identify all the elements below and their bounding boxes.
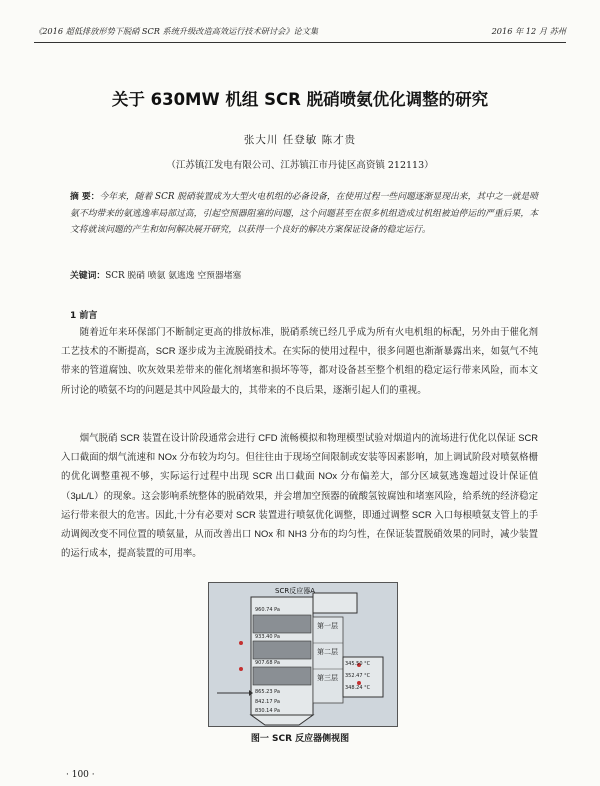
affiliation: （江苏镇江发电有限公司、江苏镇江市丹徒区高资镇 212113）: [166, 160, 434, 171]
keywords: [70, 268, 538, 281]
layer3-label: 第三层: [317, 674, 338, 682]
scr-reactor-figure: [208, 582, 398, 727]
pressure-mark-2: 933.40 Pa: [255, 634, 280, 640]
paragraph-2: 烟气脱硝 SCR 装置在设计阶段通常会进行 CFD 流畅模拟和物理模型试验对烟道内的流场进行优化以保证 SCR 入口截面的烟气流速和 NOx 分布较为均匀。但往往由于现场空间限制或安装等因素影响，加上调试阶段对喷氨格栅的优化调整重视不够，实际运行过程中出现 SCR 出口截面 NOx 分布偏差大，部分区域氨逃逸超过设计保证值（3μL/L）的现象。这会影响系统整体的脱硝效果，并会增加空预器的硫酸氢铵腐蚀和堵塞风险，给系统的经济稳定运行带来很大的危害。因此,十分有必要对 SCR 装置进行喷氨优化调整，即通过调整 SCR 入口每根喷氨支管上的手动调阀改变不同位置的喷氨量，从而改善出口 NOx 和 NH3 分布的均匀性，在保证装置脱硝效果的同时，减少装置的运行成本，提高装置的可用率。: [61, 432, 538, 559]
figure-caption: 图一 SCR 反应器侧视图: [250, 734, 350, 744]
authors: 张大川 任登敏 陈才贵: [243, 134, 357, 146]
layer1-label: 第一层: [317, 622, 338, 630]
section-heading: 1 前言: [70, 311, 98, 321]
page-number: · 100 ·: [66, 770, 95, 780]
header-right: 2016 年 12 月 苏州: [491, 26, 566, 36]
pressure-mark-4: 865.23 Pa: [255, 689, 280, 695]
figure-top-label: SCR反应器A: [275, 587, 315, 595]
keywords-text: SCR 脱硝 喷氨 氨逃逸 空预器堵塞: [105, 271, 242, 281]
scr-reactor-diagram: [209, 583, 397, 726]
keywords-label: 关键词：: [70, 271, 106, 281]
paragraph-1: 随着近年来环保部门不断制定更高的排放标准，脱硝系统已经几乎成为所有火电机组的标配，另外由于催化剂工艺技术的不断提高，SCR 逐步成为主流脱硝技术。在实际的使用过程中，很多问题也渐渐暴露出来，如氨气不纯带来的管道腐蚀、吹灰效果差带来的催化剂堵塞和损坏等等，都对设备甚至整个机组的稳定运行带来风险，而本文所讨论的喷氨不均的问题是其中风险最大的，其带来的不良后果，逐渐引起人们的重视。: [61, 326, 538, 395]
paper-title: 关于 630MW 机组 SCR 脱硝喷氨优化调整的研究: [111, 90, 489, 109]
pressure-mark-6: 830.14 Pa: [255, 708, 280, 714]
abstract-label: 摘 要：: [70, 192, 100, 202]
temp-mark-3: 348.24 °C: [345, 685, 371, 691]
layer2-label: 第二层: [317, 648, 338, 656]
running-header: [34, 20, 566, 43]
pressure-mark-3: 907.68 Pa: [255, 660, 280, 666]
pressure-mark-5: 842.17 Pa: [255, 699, 280, 705]
temp-mark-2: 352.47 °C: [345, 673, 371, 679]
header-left: 《2016 超低排放形势下脱硝 SCR 系统升级改造高效运行技术研讨会》论文集: [34, 26, 319, 36]
abstract: [70, 189, 538, 239]
pressure-mark-1: 960.74 Pa: [255, 607, 280, 613]
abstract-text: 今年来，随着 SCR 脱硝装置成为大型火电机组的必备设备，在使用过程一些问题逐渐显现出来，其中之一就是喷氨不均带来的氨逃逸率局部过高，引起空预器阻塞的问题，这个问题甚至在很多机组造成过机组被迫停运的严重后果，本文将就该问题的产生和如何解决展开研究，以获得一个良好的解决方案保证设备的稳定运行。: [70, 192, 538, 236]
temp-mark-1: 345.50 °C: [345, 661, 371, 667]
